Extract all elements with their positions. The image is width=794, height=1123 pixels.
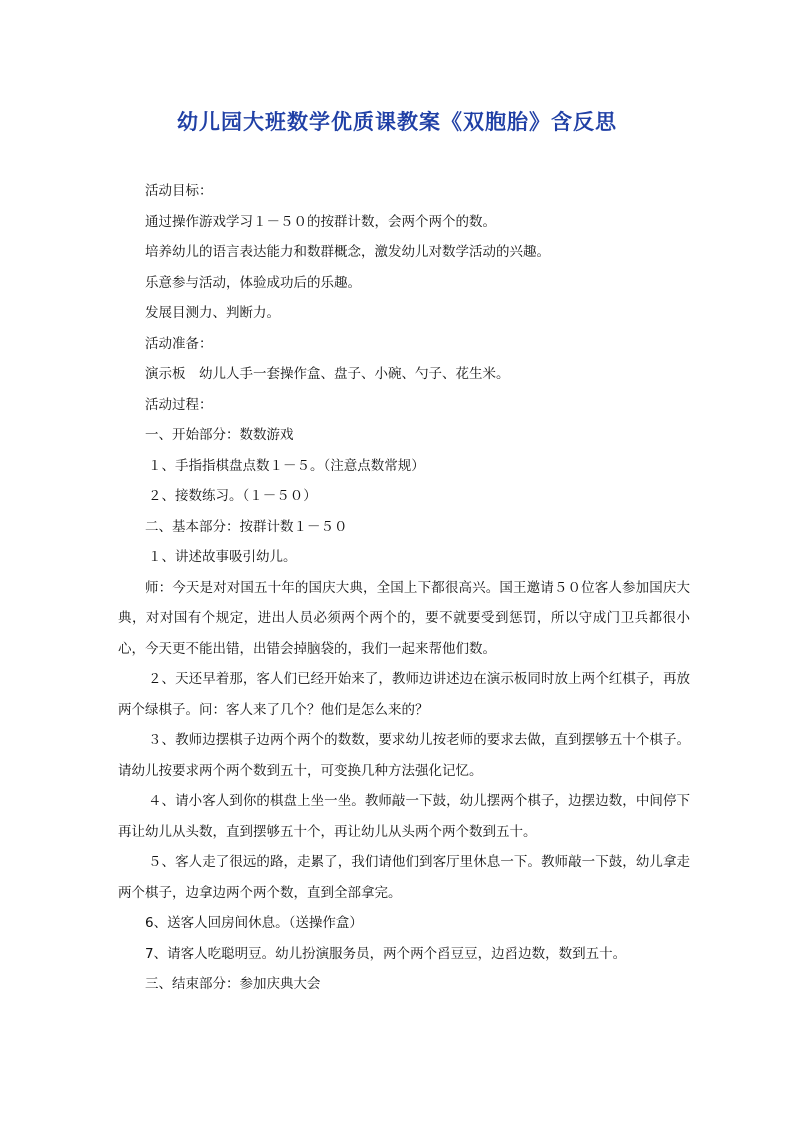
line-step-2-1: １、讲述故事吸引幼儿。 — [148, 549, 297, 565]
document-body — [118, 176, 690, 1000]
line-goal-3: 乐意参与活动，体验成功后的乐趣。 — [145, 274, 361, 291]
line-goal-2: 培养幼儿的语言表达能力和数群概念，激发幼儿对数学活动的兴趣。 — [145, 244, 550, 260]
line-preparation-heading: 活动准备： — [145, 335, 213, 352]
line-section-1: 一、开始部分：数数游戏 — [145, 427, 294, 443]
line-section-2: 二、基本部分：按群计数１－５０ — [145, 518, 348, 535]
paragraph-step-4: ４、请小客人到你的棋盘上坐一坐。教师敲一下鼓，幼儿摆两个棋子，边摆边数，中间停下再让幼儿从头数，直到摆够五十个，再让幼儿从头两个两个数到五十。 — [118, 793, 690, 840]
line-step-6: 6、送客人回房间休息。（送操作盒） — [145, 915, 363, 931]
document-title: 幼儿园大班数学优质课教案《双胞胎》含反思 — [177, 109, 617, 134]
line-preparation: 演示板 幼儿人手一套操作盒、盘子、小碗、勺子、花生米。 — [145, 366, 510, 382]
line-step-1-2: ２、接数练习。（１－５０） — [148, 488, 317, 504]
paragraph-story: 师：今天是对对国五十年的国庆大典，全国上下都很高兴。国王邀请５０位客人参加国庆大典，对对国有个规定，进出人员必须两个两个的，要不就要受到惩罚，所以守成门卫兵都很小心，今天更不能出错，出错会掉脑袋的，我们一起来帮他们数。 — [118, 579, 690, 657]
line-process-heading: 活动过程： — [145, 396, 213, 413]
line-goal-1: 通过操作游戏学习１－５０的按群计数，会两个两个的数。 — [145, 213, 496, 230]
line-step-1-1: １、手指指棋盘点数１－５。（注意点数常规） — [148, 457, 425, 474]
paragraph-step-2: ２、天还早着那，客人们已经开始来了，教师边讲述边在演示板同时放上两个红棋子，再放两个绿棋子。问：客人来了几个？他们是怎么来的？ — [118, 671, 690, 718]
line-goal-4: 发展目测力、判断力。 — [145, 305, 280, 321]
paragraph-step-3: ３、教师边摆棋子边两个两个的数数，要求幼儿按老师的要求去做，直到摆够五十个棋子。请幼儿按要求两个两个数到五十，可变换几种方法强化记忆。 — [118, 732, 690, 779]
line-step-7: 7、请客人吃聪明豆。幼儿扮演服务员，两个两个舀豆豆，边舀边数，数到五十。 — [145, 945, 627, 962]
line-activity-goals-heading: 活动目标： — [145, 183, 213, 199]
line-section-3: 三、结束部分：参加庆典大会 — [145, 976, 321, 992]
paragraph-step-5: ５、客人走了很远的路，走累了，我们请他们到客厅里休息一下。教师敲一下鼓，幼儿拿走两个棋子，边拿边两个两个数，直到全部拿完。 — [118, 854, 690, 901]
